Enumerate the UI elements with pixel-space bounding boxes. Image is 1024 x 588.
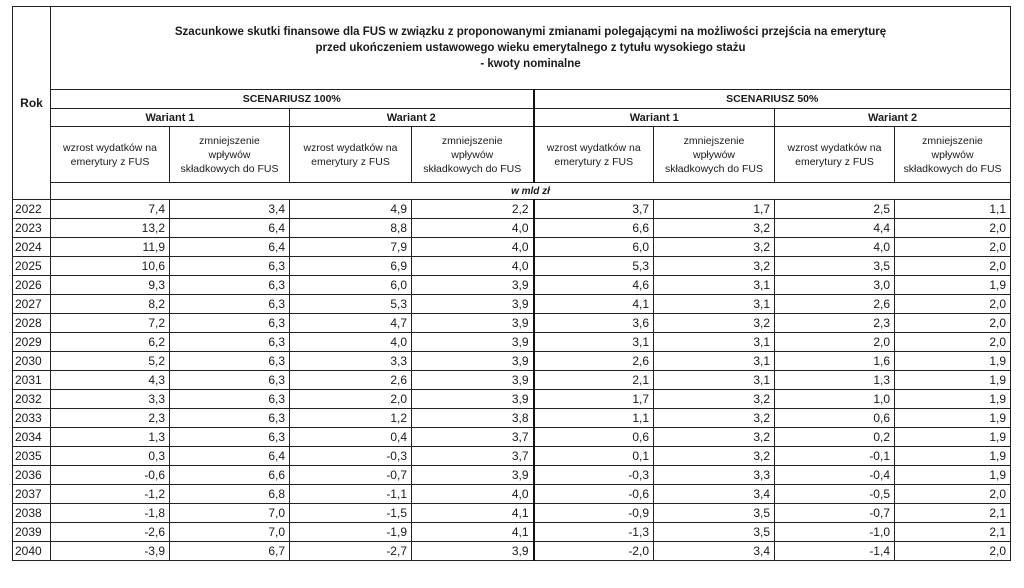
value-cell: -0,6: [534, 485, 654, 504]
value-cell: 1,3: [51, 428, 170, 447]
value-cell: -0,1: [775, 447, 895, 466]
value-cell: 4,7: [290, 314, 412, 333]
column-header-line: zmniejszenie: [441, 134, 503, 147]
value-cell: -2,0: [534, 542, 654, 561]
financial-effects-table: [12, 6, 1011, 561]
value-cell: 2,5: [775, 200, 895, 219]
value-cell: 6,9: [290, 257, 412, 276]
value-cell: -1,2: [51, 485, 170, 504]
year-cell: 2025: [13, 257, 51, 276]
value-cell: 3,1: [654, 371, 775, 390]
value-cell: 4,3: [51, 371, 170, 390]
value-cell: 1,9: [895, 276, 1011, 295]
table-row: [13, 504, 1011, 523]
table-row: [13, 485, 1011, 504]
value-cell: 4,0: [412, 485, 534, 504]
table-row: [13, 390, 1011, 409]
value-cell: 1,9: [895, 390, 1011, 409]
value-cell: 7,2: [51, 314, 170, 333]
year-cell: 2024: [13, 238, 51, 257]
value-cell: 3,7: [412, 428, 534, 447]
column-header: [412, 127, 534, 183]
column-header: [290, 127, 412, 183]
value-cell: 1,9: [895, 409, 1011, 428]
value-cell: 4,1: [412, 523, 534, 542]
column-header-line: emerytury z FUS: [70, 155, 150, 168]
column-header: [51, 127, 170, 183]
value-cell: 4,1: [412, 504, 534, 523]
value-cell: 4,0: [412, 238, 534, 257]
year-cell: 2032: [13, 390, 51, 409]
year-cell: 2022: [13, 200, 51, 219]
value-cell: 7,4: [51, 200, 170, 219]
value-cell: 3,2: [654, 314, 775, 333]
value-cell: 3,9: [412, 352, 534, 371]
value-cell: 3,2: [654, 257, 775, 276]
value-cell: 2,1: [895, 523, 1011, 542]
value-cell: 6,3: [170, 352, 290, 371]
value-cell: 11,9: [51, 238, 170, 257]
table-row: [13, 428, 1011, 447]
value-cell: -2,6: [51, 523, 170, 542]
value-cell: 2,1: [534, 371, 654, 390]
value-cell: -1,4: [775, 542, 895, 561]
value-cell: 3,5: [654, 504, 775, 523]
table-title: [51, 7, 1011, 90]
value-cell: -1,3: [534, 523, 654, 542]
value-cell: 3,9: [412, 295, 534, 314]
column-header: [534, 127, 654, 183]
value-cell: 6,3: [170, 390, 290, 409]
column-header-line: emerytury z FUS: [554, 155, 634, 168]
value-cell: -0,4: [775, 466, 895, 485]
value-cell: 3,7: [412, 447, 534, 466]
value-cell: 1,6: [775, 352, 895, 371]
table-row: [13, 314, 1011, 333]
scenario-100-header: SCENARIUSZ 100%: [51, 90, 534, 109]
value-cell: 6,3: [170, 333, 290, 352]
value-cell: 0,6: [534, 428, 654, 447]
value-cell: 4,1: [534, 295, 654, 314]
value-cell: 4,0: [412, 219, 534, 238]
unit-label: w mld zł: [51, 183, 1011, 200]
column-header-line: emerytury z FUS: [795, 155, 874, 168]
value-cell: 3,4: [170, 200, 290, 219]
year-cell: 2037: [13, 485, 51, 504]
column-header-line: składkowych do FUS: [903, 162, 1002, 175]
title-line: przed ukończeniem ustawowego wieku emerytalnego z tytułu wysokiego stażu: [315, 42, 746, 54]
value-cell: 6,7: [170, 542, 290, 561]
value-cell: 4,9: [290, 200, 412, 219]
value-cell: 3,2: [654, 409, 775, 428]
value-cell: 3,9: [412, 542, 534, 561]
value-cell: 6,4: [170, 447, 290, 466]
value-cell: 6,6: [170, 466, 290, 485]
value-cell: 3,9: [412, 333, 534, 352]
value-cell: 2,0: [895, 295, 1011, 314]
value-cell: 3,5: [654, 523, 775, 542]
value-cell: 3,7: [534, 200, 654, 219]
value-cell: 3,3: [290, 352, 412, 371]
table-row: [13, 371, 1011, 390]
value-cell: 2,0: [895, 542, 1011, 561]
year-cell: 2035: [13, 447, 51, 466]
value-cell: 4,0: [412, 257, 534, 276]
value-cell: 6,0: [534, 238, 654, 257]
value-cell: 6,3: [170, 276, 290, 295]
value-cell: 4,0: [775, 238, 895, 257]
value-cell: 3,3: [51, 390, 170, 409]
value-cell: 1,3: [775, 371, 895, 390]
table-row: [13, 238, 1011, 257]
column-header-line: zmniejszenie: [922, 134, 983, 147]
value-cell: 2,3: [51, 409, 170, 428]
value-cell: 1,9: [895, 352, 1011, 371]
value-cell: 8,2: [51, 295, 170, 314]
column-header-line: wpływów: [208, 148, 251, 161]
year-cell: 2029: [13, 333, 51, 352]
value-cell: 6,6: [534, 219, 654, 238]
value-cell: -0,7: [290, 466, 412, 485]
value-cell: 2,0: [290, 390, 412, 409]
value-cell: 6,3: [170, 409, 290, 428]
value-cell: 10,6: [51, 257, 170, 276]
column-header-line: składkowych do FUS: [180, 162, 279, 175]
value-cell: 1,7: [654, 200, 775, 219]
value-cell: 6,3: [170, 257, 290, 276]
value-cell: 3,9: [412, 390, 534, 409]
value-cell: -2,7: [290, 542, 412, 561]
year-cell: 2030: [13, 352, 51, 371]
value-cell: 6,2: [51, 333, 170, 352]
value-cell: 0,4: [290, 428, 412, 447]
table-row: [13, 276, 1011, 295]
table-row: [13, 219, 1011, 238]
value-cell: 8,8: [290, 219, 412, 238]
year-cell: 2033: [13, 409, 51, 428]
value-cell: 7,0: [170, 504, 290, 523]
table-row: [13, 542, 1011, 561]
column-header-line: zmniejszenie: [683, 134, 745, 147]
value-cell: -3,9: [51, 542, 170, 561]
value-cell: 6,3: [170, 371, 290, 390]
value-cell: -0,5: [775, 485, 895, 504]
value-cell: 1,9: [895, 466, 1011, 485]
column-headers-row: [13, 127, 1011, 183]
title-line: - kwoty nominalne: [480, 58, 581, 70]
value-cell: 3,0: [775, 276, 895, 295]
column-header-line: zmniejszenie: [199, 134, 260, 147]
column-header: [654, 127, 775, 183]
value-cell: -0,3: [534, 466, 654, 485]
year-cell: 2038: [13, 504, 51, 523]
value-cell: 2,0: [895, 485, 1011, 504]
column-header: [895, 127, 1011, 183]
year-cell: 2040: [13, 542, 51, 561]
value-cell: 3,2: [654, 238, 775, 257]
table-row: [13, 295, 1011, 314]
year-cell: 2028: [13, 314, 51, 333]
value-cell: 3,1: [654, 352, 775, 371]
value-cell: 6,8: [170, 485, 290, 504]
value-cell: 3,5: [775, 257, 895, 276]
value-cell: 3,2: [654, 219, 775, 238]
value-cell: -1,0: [775, 523, 895, 542]
variant-header: Wariant 2: [290, 109, 534, 127]
value-cell: -1,8: [51, 504, 170, 523]
value-cell: 1,9: [895, 447, 1011, 466]
table-row: [13, 200, 1011, 219]
value-cell: -0,9: [534, 504, 654, 523]
value-cell: 3,9: [412, 276, 534, 295]
column-header-line: składkowych do FUS: [423, 162, 522, 175]
value-cell: 7,9: [290, 238, 412, 257]
value-cell: 4,4: [775, 219, 895, 238]
column-header-line: emerytury z FUS: [311, 155, 390, 168]
value-cell: 2,0: [895, 257, 1011, 276]
table-row: [13, 447, 1011, 466]
value-cell: 3,4: [654, 485, 775, 504]
value-cell: 5,3: [534, 257, 654, 276]
value-cell: 2,6: [534, 352, 654, 371]
table-row: [13, 466, 1011, 485]
value-cell: -0,3: [290, 447, 412, 466]
value-cell: 4,6: [534, 276, 654, 295]
value-cell: 2,0: [895, 314, 1011, 333]
value-cell: 6,4: [170, 219, 290, 238]
value-cell: 13,2: [51, 219, 170, 238]
value-cell: 3,9: [412, 466, 534, 485]
column-header-line: wzrost wydatków na: [546, 141, 641, 154]
year-cell: 2026: [13, 276, 51, 295]
column-header: [775, 127, 895, 183]
value-cell: 0,1: [534, 447, 654, 466]
value-cell: 0,2: [775, 428, 895, 447]
variant-header: Wariant 2: [775, 109, 1011, 127]
value-cell: -1,1: [290, 485, 412, 504]
value-cell: 2,6: [290, 371, 412, 390]
value-cell: -0,6: [51, 466, 170, 485]
value-cell: 3,2: [654, 447, 775, 466]
value-cell: 1,0: [775, 390, 895, 409]
value-cell: 6,3: [170, 295, 290, 314]
variant-header: Wariant 1: [534, 109, 775, 127]
value-cell: 6,3: [170, 428, 290, 447]
value-cell: 5,3: [290, 295, 412, 314]
variant-header: Wariant 1: [51, 109, 290, 127]
year-column-header: Rok: [13, 7, 51, 200]
year-cell: 2034: [13, 428, 51, 447]
value-cell: 2,0: [895, 333, 1011, 352]
value-cell: 6,3: [170, 314, 290, 333]
value-cell: -1,9: [290, 523, 412, 542]
value-cell: 1,9: [895, 428, 1011, 447]
value-cell: 2,0: [895, 219, 1011, 238]
column-header-line: wpływów: [692, 148, 735, 161]
table-row: [13, 409, 1011, 428]
year-cell: 2036: [13, 466, 51, 485]
year-cell: 2039: [13, 523, 51, 542]
value-cell: 2,0: [775, 333, 895, 352]
value-cell: 3,1: [654, 333, 775, 352]
column-header-line: wzrost wydatków na: [303, 141, 398, 154]
value-cell: 3,1: [534, 333, 654, 352]
value-cell: 5,2: [51, 352, 170, 371]
title-line: Szacunkowe skutki finansowe dla FUS w związku z proponowanymi zmianami polegającymi na możliwości przejścia na emeryturę: [174, 26, 887, 38]
value-cell: 2,3: [775, 314, 895, 333]
value-cell: 3,6: [534, 314, 654, 333]
table-row: [13, 352, 1011, 371]
column-header: [170, 127, 290, 183]
value-cell: 6,4: [170, 238, 290, 257]
value-cell: 1,2: [290, 409, 412, 428]
value-cell: -1,5: [290, 504, 412, 523]
year-cell: 2027: [13, 295, 51, 314]
value-cell: 3,3: [654, 466, 775, 485]
table-body: [13, 200, 1011, 561]
table-row: [13, 257, 1011, 276]
value-cell: 1,1: [895, 200, 1011, 219]
value-cell: 1,1: [534, 409, 654, 428]
value-cell: 3,4: [654, 542, 775, 561]
value-cell: 3,9: [412, 314, 534, 333]
column-header-line: wzrost wydatków na: [787, 141, 882, 154]
table-row: [13, 523, 1011, 542]
value-cell: 2,6: [775, 295, 895, 314]
value-cell: 1,9: [895, 371, 1011, 390]
column-header-line: składkowych do FUS: [664, 162, 764, 175]
value-cell: 3,2: [654, 390, 775, 409]
value-cell: 0,6: [775, 409, 895, 428]
year-cell: 2023: [13, 219, 51, 238]
value-cell: 0,3: [51, 447, 170, 466]
value-cell: 2,0: [895, 238, 1011, 257]
financial-effects-table-wrapper: [12, 6, 1010, 561]
value-cell: 4,0: [290, 333, 412, 352]
value-cell: 3,2: [654, 428, 775, 447]
value-cell: 9,3: [51, 276, 170, 295]
value-cell: 2,1: [895, 504, 1011, 523]
value-cell: 6,0: [290, 276, 412, 295]
column-header-line: wpływów: [931, 148, 974, 161]
value-cell: 2,2: [412, 200, 534, 219]
table-row: [13, 333, 1011, 352]
column-header-line: wzrost wydatków na: [63, 141, 157, 154]
column-header-line: wpływów: [451, 148, 494, 161]
year-cell: 2031: [13, 371, 51, 390]
value-cell: 1,7: [534, 390, 654, 409]
value-cell: 3,1: [654, 276, 775, 295]
value-cell: 3,9: [412, 371, 534, 390]
value-cell: -0,7: [775, 504, 895, 523]
value-cell: 7,0: [170, 523, 290, 542]
value-cell: 3,8: [412, 409, 534, 428]
value-cell: 3,1: [654, 295, 775, 314]
scenario-50-header: SCENARIUSZ 50%: [534, 90, 1011, 109]
